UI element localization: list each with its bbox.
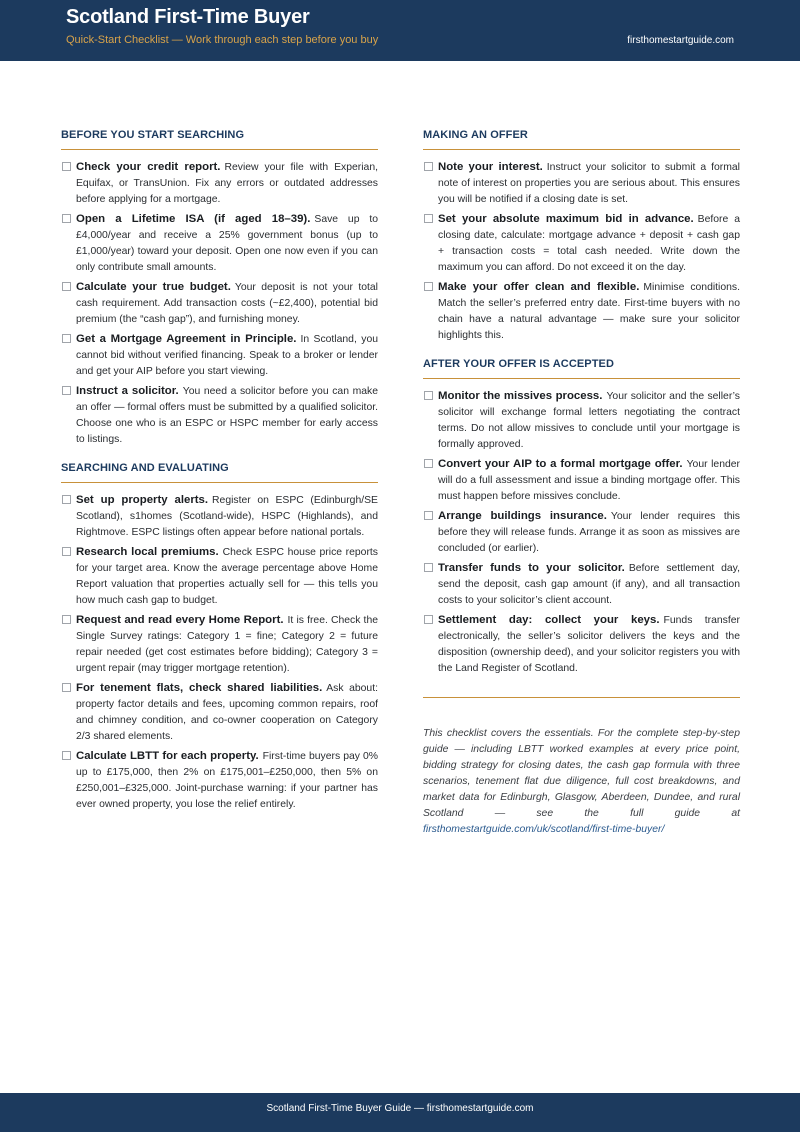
- checklist-item: Monitor the missives process. Your solicitor and the seller’s solicitor will exchange formal letters negotiating the contract terms. Do not allow missives to conclude until your mortgage is formally approved.: [423, 388, 740, 453]
- checkbox[interactable]: [62, 214, 71, 223]
- checkbox[interactable]: [62, 751, 71, 760]
- section-before-searching: [61, 129, 378, 448]
- checklist-item: Set up property alerts. Register on ESPC (Edinburgh/SE Scotland), s1homes (Scotland-wide), HSPC (Highlands), and Rightmove. ESPC listings often appear before national portals.: [61, 492, 378, 541]
- checkbox[interactable]: [62, 334, 71, 343]
- section-heading: BEFORE YOU START SEARCHING: [61, 129, 378, 150]
- checkbox[interactable]: [424, 282, 433, 291]
- section-heading: MAKING AN OFFER: [423, 129, 740, 150]
- checkbox[interactable]: [62, 547, 71, 556]
- checklist-item: Transfer funds to your solicitor. Before settlement day, send the deposit, cash gap amount (if any), and all transaction costs to your solicitor’s client account.: [423, 560, 740, 609]
- checkbox[interactable]: [62, 495, 71, 504]
- page-subtitle: Quick-Start Checklist — Work through each step before you buy: [66, 34, 379, 46]
- checkbox[interactable]: [424, 459, 433, 468]
- section-heading: SEARCHING AND EVALUATING: [61, 462, 378, 483]
- checkbox[interactable]: [424, 162, 433, 171]
- left-column: [61, 129, 378, 827]
- section-making-offer: [423, 129, 740, 344]
- page-header: [0, 0, 800, 61]
- checklist-item: Settlement day: collect your keys. Funds transfer electronically, the seller’s solicitor delivers the keys and the disposition (ownership deed), and your solicitor registers you with the Land Register of Scotland.: [423, 612, 740, 677]
- checkbox[interactable]: [424, 511, 433, 520]
- checklist-item: Set your absolute maximum bid in advance. Before a closing date, calculate: mortgage advance + deposit + cash gap + transaction costs = total cash needed. Write down the maximum you can afford. Do not exceed it on the day.: [423, 211, 740, 276]
- full-guide-link[interactable]: firsthomestartguide.com/uk/scotland/first-time-buyer/: [423, 824, 665, 835]
- section-searching-evaluating: [61, 462, 378, 813]
- checkbox[interactable]: [62, 683, 71, 692]
- checklist-item: Request and read every Home Report. It is free. Check the Single Survey ratings: Category 1 = fine; Category 2 = future repair needed (get cost estimates before bidding); Category 3 = urgent repair (may trigger mortgage retention).: [61, 612, 378, 677]
- checklist-item: Get a Mortgage Agreement in Principle. In Scotland, you cannot bid without verified financing. Speak to a broker or lender and get your AIP before you start viewing.: [61, 331, 378, 380]
- checklist-item: Calculate LBTT for each property. First-time buyers pay 0% up to £175,000, then 2% on £175,001–£250,000, then 5% on £250,001–£325,000. Joint-purchase warning: if your partner has ever owned property, you lose the relief entirely.: [61, 748, 378, 813]
- page-footer: [0, 1093, 800, 1132]
- right-column: [423, 129, 740, 838]
- checkbox[interactable]: [424, 391, 433, 400]
- checklist-item: Check your credit report. Review your file with Experian, Equifax, or TransUnion. Fix any errors or outdated addresses before applying for a mortgage.: [61, 159, 378, 208]
- checkbox[interactable]: [62, 162, 71, 171]
- checklist-item: Arrange buildings insurance. Your lender requires this before they will release funds. Arrange it as soon as missives are concluded (or earlier).: [423, 508, 740, 557]
- checkbox[interactable]: [62, 615, 71, 624]
- footer-text: Scotland First-Time Buyer Guide — firsthomestartguide.com: [266, 1103, 534, 1114]
- checklist-item: Make your offer clean and flexible. Minimise conditions. Match the seller’s preferred entry date. First-time buyers with no chain have a natural advantage — make sure your solicitor highlights this.: [423, 279, 740, 344]
- header-site-link[interactable]: firsthomestartguide.com: [627, 35, 734, 46]
- checklist-item: For tenement flats, check shared liabilities. Ask about: property factor details and fees, upcoming common repairs, roof and chimney condition, and co-owner cooperation on Category 2/3 shared elements.: [61, 680, 378, 745]
- page-title: Scotland First-Time Buyer: [66, 6, 310, 28]
- section-divider: [423, 697, 740, 698]
- checkbox[interactable]: [424, 563, 433, 572]
- checklist-item: Calculate your true budget. Your deposit is not your total cash requirement. Add transaction costs (~£2,400), potential bid premium (the “cash gap”), and furnishing money.: [61, 279, 378, 328]
- checkbox[interactable]: [62, 282, 71, 291]
- checkbox[interactable]: [424, 615, 433, 624]
- section-after-offer: [423, 358, 740, 677]
- section-heading: AFTER YOUR OFFER IS ACCEPTED: [423, 358, 740, 379]
- checkbox[interactable]: [62, 386, 71, 395]
- checklist-item: Research local premiums. Check ESPC house price reports for your target area. Know the average percentage above Home Report valuation that properties actually sell for — this tells you how much cash gap to budget.: [61, 544, 378, 609]
- checklist-item: Note your interest. Instruct your solicitor to submit a formal note of interest on properties you are serious about. This ensures you will be notified if a closing date is set.: [423, 159, 740, 208]
- checklist-item: Open a Lifetime ISA (if aged 18–39). Save up to £4,000/year and receive a 25% government bonus (up to £1,000/year) toward your deposit. Open one now even if you can only contribute small amounts.: [61, 211, 378, 276]
- closing-note: This checklist covers the essentials. For the complete step-by-step guide — including LBTT worked examples at every price point, bidding strategy for closing dates, the cash gap formula with three scenarios, tenement flat due diligence, full cost breakdowns, and market data for Edinburgh, Glasgow, Aberdeen, Dundee, and rural Scotland — see the full guide at firsthomestartguide.com/uk/scotland/first-time-buyer/: [423, 728, 740, 835]
- checklist-item: Instruct a solicitor. You need a solicitor before you can make an offer — formal offers must be submitted by a qualified solicitor. Choose one who is an ESPC or HSPC member for early access to listings.: [61, 383, 378, 448]
- checklist-item: Convert your AIP to a formal mortgage offer. Your lender will do a full assessment and issue a binding mortgage offer. This must happen before missives conclude.: [423, 456, 740, 505]
- checkbox[interactable]: [424, 214, 433, 223]
